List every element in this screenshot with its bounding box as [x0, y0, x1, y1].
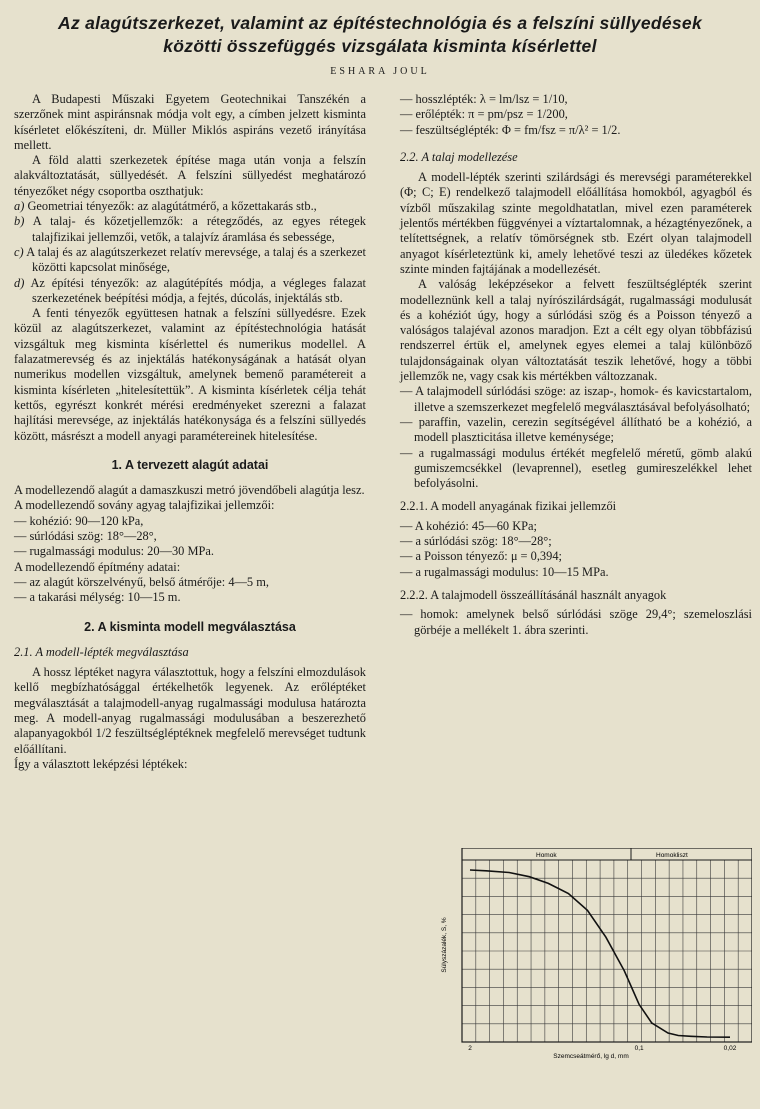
list-item: — a rugalmassági modulus: 10—15 MPa. [400, 564, 609, 579]
region-label-silt: Homokliszt [656, 852, 688, 859]
paragraph: A modellezendő alagút a damaszkuszi metró jövendőbeli alagútja lesz. [14, 483, 365, 498]
subsection-heading: 2.2.1. A modell anyagának fizikai jellemzői [400, 499, 617, 514]
paragraph: A Budapesti Műszaki Egyetem Geotechnikai Tanszékén a szerzőnek mint aspiránsnak módja volt egy, a címben jelzett kisminta kísérletet előkészíteni, dr. Müller Miklós aspiráns vezető irányítása mellett. [14, 92, 366, 152]
list-item: — a Poisson tényező: μ = 0,394; [400, 549, 562, 564]
list-mark: a) [14, 199, 25, 214]
formula-line: — hosszlépték: λ = lm/lsz = 1/10, [400, 92, 568, 106]
list-item: — az alagút körszelvényű, belső átmérője: 4—5 m, [14, 574, 269, 589]
subsection-heading: 2.1. A modell-lépték megválasztása [14, 644, 189, 659]
list-item [14, 276, 366, 307]
paragraph: Így a választott leképzési léptékek: [14, 756, 188, 771]
paragraph: A modellezendő építmény adatai: [14, 559, 181, 574]
paragraph: A hossz léptéket nagyra választottuk, hogy a felszíni elmozdulások kellő megbízhatósággal értékelhetők legyenek. Az erőléptéket megválasztását a talajmodell-anyag rugalmassági modulusa határozta meg. A modell-anyag rugalmassági modulusában a beszerezhető alapanyagokból 1/2 feszültségléptéknek megfelelő merevséget tudtunk előállítani. [14, 665, 366, 756]
article-title [0, 12, 760, 58]
subsection-heading: 2.2.2. A talajmodell összeállításánál használt anyagok [400, 587, 667, 602]
x-tick-labels [468, 1045, 737, 1052]
list-text: Geometriai tényezők: az alagútátmérő, a kőzettakarás stb., [27, 199, 317, 214]
list-item: — A talajmodell súrlódási szöge: az iszap-, homok- és kavicstartalom, illetve a szemszerkezet megfelelő megválasztásával befolyásolható; [400, 384, 752, 414]
list-item: — homok: amelynek belső súrlódási szöge 29,4°; szemeloszlási görbéje a mellékelt 1. ábra szerinti. [400, 607, 752, 637]
paragraph: A modellezendő sovány agyag talajfizikai jellemzői: [14, 498, 275, 513]
list-mark: d) [14, 275, 25, 290]
subsection-heading: 2.2. A talaj modellezése [400, 149, 518, 164]
list-item: — a súrlódási szög: 18°—28°; [400, 534, 552, 549]
section-heading: 1. A tervezett alagút adatai [111, 457, 269, 472]
paragraph: A föld alatti szerkezetek építése maga után vonja a felszín alakváltoztatását, süllyedését. A felszíni süllyedést meghatározó tényezőket négy csoportba oszthatjuk: [14, 153, 366, 198]
list-mark: b) [14, 214, 25, 229]
grain-size-chart [436, 848, 752, 1070]
list-item: — kohézió: 90—120 kPa, [14, 513, 144, 528]
list-item: — A kohézió: 45—60 KPa; [400, 518, 537, 533]
x-tick-label: 2 [468, 1045, 472, 1052]
left-column [14, 92, 366, 772]
title-line-1: Az alagútszerkezet, valamint az építéstechnológia és a felszíni süllyedések [58, 13, 702, 33]
list-item: — paraffin, vazelin, cerezin segítségével állítható be a kohézió, a modell plaszticitása illetve keménysége; [400, 414, 752, 445]
section-heading: 2. A kisminta modell megválasztása [84, 619, 296, 634]
list-item: — a takarási mélység: 10—15 m. [14, 590, 181, 605]
formula-line: — erőlépték: π = pm/psz = 1/200, [400, 107, 568, 122]
list-item: — rugalmassági modulus: 20—30 MPa. [14, 544, 214, 559]
list-item [14, 199, 366, 214]
x-tick-label: 0,02 [723, 1045, 737, 1052]
list-mark: c) [14, 244, 24, 259]
list-item: — a rugalmassági modulus értékét megfelelő méretű, gömb alakú gumiszemcsékkel (levaprennel), esetleg gumireszelékkel lehet befolyásolni. [400, 445, 752, 491]
list-item [14, 245, 366, 276]
list-text: A talaj és az alagútszerkezet relatív merevsége, a talaj és a szerkezet közötti kapcsolat minősége, [26, 244, 366, 275]
region-label-sand: Homok [536, 852, 557, 859]
formula-line: — feszültséglépték: Φ = fm/fsz = π/λ² = 1/2. [400, 122, 621, 137]
paragraph: A valóság leképzésekor a felvett feszültséglépték szerint modelleznünk kell a talaj nyírószilárdságát, rugalmassági modulusát és a kohéziót úgy, hogy a súrlódási szög és a Poisson tényező a valóságos talajéval azonos maradjon. Ezt a célt egy olyan többfázisú rendszerrel értük el, amelynek egyes elemei a talaj különböző tulajdonságainak olyan változtatását teszik lehetővé, hogy a többi jellemzők ne, vagy csak kis mértékben változzanak. [400, 277, 752, 384]
list-item [14, 214, 366, 245]
list-text: A talaj- és kőzetjellemzők: a rétegződés, az egyes rétegek talajfizikai jellemzői, vetők, a talajvíz áramlása és sebessége, [32, 214, 366, 244]
plot-frame [462, 848, 752, 1042]
x-axis-label: Szemcseátmérő, lg d, mm [553, 1053, 629, 1060]
right-column [400, 92, 752, 638]
y-axis-label: Súlyszázalék, S, % [441, 917, 448, 973]
title-line-2: közötti összefüggés vizsgálata kisminta kísérlettel [163, 36, 597, 56]
author: ESHARA JOUL [330, 66, 430, 77]
paragraph: A modell-lépték szerinti szilárdsági és merevségi paraméterekkel (Φ; C; E) rendelkező talajmodell előállítása homokból, agyagból és vízből műszakilag szinte megoldhatatlan, mivel ezen paraméterek jelentős mértékben függvényei a víztartalomnak, a hézagtényezőnek, a telítettségnek, a relatív tömörségnek stb. Ezért olyan talajmodell anyagot kísérleteztünk ki, amely lehetővé teszi az üledékes kőzetek szinte minden fajtájának a modellezését. [400, 170, 752, 276]
paragraph: A fenti tényezők együttesen hatnak a felszíni süllyedésre. Ezek közül az alagútszerkezet, valamint az építéstechnológia hatását vizsgáltuk meg kisminta kísérlettel és numerikus modellel. A falazatmerevség és az injektálás hatékonyságának a hatását olyan numerikus modellen vizsgáltuk, amelynek bemenő paramétereit a kisminta kísérleten „hitelesítettük”. A kisminta kísérletek célja tehát kettős, egyrészt konkrét mérési eredményeket szerezni a falazat hajlítási merevsége, az injektálás hatékonysága és a felszíni süllyedés között, másrészt a modell anyagi paramétereinek hitelesítése. [14, 306, 366, 443]
x-tick-label: 0,1 [634, 1045, 644, 1052]
chart-grid [462, 860, 752, 1042]
list-item: — súrlódási szög: 18°—28°, [14, 529, 157, 544]
list-text: Az építési tényezők: az alagútépítés módja, a végleges falazat szerkezetének beépítési módja, a fejtés, dúcolás, injektálás stb. [30, 275, 367, 305]
